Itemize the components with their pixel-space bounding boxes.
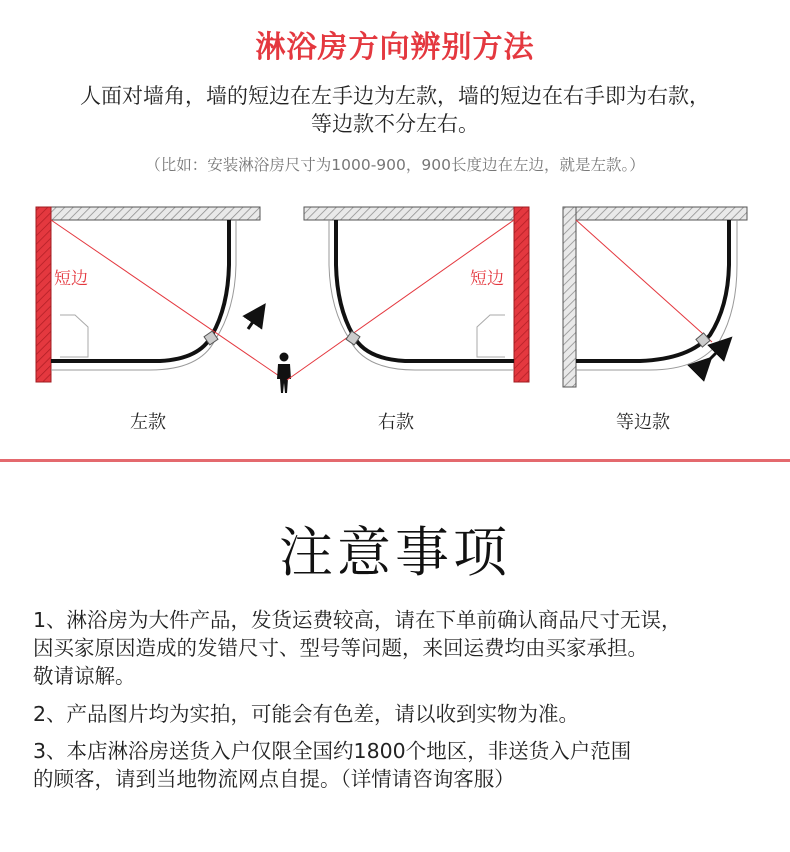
note-line: 1、淋浴房为大件产品，发货运费较高，请在下单前确认商品尺寸无误， xyxy=(33,608,682,632)
short-side-wall xyxy=(514,207,529,382)
description-line-2: 等边款不分左右。 xyxy=(311,112,479,136)
back-wall xyxy=(563,207,747,220)
note-line: 因买家原因造成的发错尺寸、型号等问题，来回运费均由买家承担。 xyxy=(33,636,648,660)
note-item-2 xyxy=(33,700,783,728)
diagonal-line xyxy=(576,220,712,342)
person-icon xyxy=(277,353,291,394)
entry-arrow-icon xyxy=(248,313,259,329)
shower-frame xyxy=(336,220,514,361)
side-wall xyxy=(563,207,576,387)
notes-title: 注意事项 xyxy=(279,521,511,584)
short-side-wall xyxy=(36,207,51,382)
shower-frame xyxy=(51,220,229,361)
right-style-diagram xyxy=(287,207,529,382)
page-title: 淋浴房方向辨别方法 xyxy=(255,30,535,65)
diagonal-line xyxy=(287,220,514,380)
note-item-3 xyxy=(33,737,783,793)
diagonal-line xyxy=(51,220,285,380)
orientation-diagram xyxy=(0,195,790,400)
back-wall xyxy=(49,207,260,220)
note-line: 3、本店淋浴房送货入户仅限全国约1800个地区，非送货入户范围 xyxy=(33,739,632,763)
note-line: 的顾客，请到当地物流网点自提。（详情请咨询客服） xyxy=(33,767,515,791)
shower-shelf xyxy=(60,315,88,357)
shower-glass-outline xyxy=(51,220,236,370)
caption-right-style: 右款 xyxy=(378,412,414,433)
left-style-diagram xyxy=(36,207,285,382)
note-line: 敬请谅解。 xyxy=(33,664,136,688)
note-line: 2、产品图片均为实拍，可能会有色差，请以收到实物为准。 xyxy=(33,702,580,726)
back-wall xyxy=(304,207,516,220)
description-line-1: 人面对墙角，墙的短边在左手边为左款，墙的短边在右手即为右款， xyxy=(80,84,710,108)
caption-equal-style: 等边款 xyxy=(616,412,670,433)
short-side-label: 短边 xyxy=(54,269,88,289)
note-item-1 xyxy=(33,606,783,690)
shower-glass-outline xyxy=(576,220,737,370)
equal-style-diagram xyxy=(563,207,747,387)
example-note: （比如：安装淋浴房尺寸为1000-900，900长度边在左边，就是左款。） xyxy=(145,156,645,174)
short-side-label: 短边 xyxy=(470,269,504,289)
caption-left-style: 左款 xyxy=(130,412,166,433)
shower-glass-outline xyxy=(329,220,514,370)
shower-shelf xyxy=(477,315,505,357)
section-divider xyxy=(0,459,790,462)
